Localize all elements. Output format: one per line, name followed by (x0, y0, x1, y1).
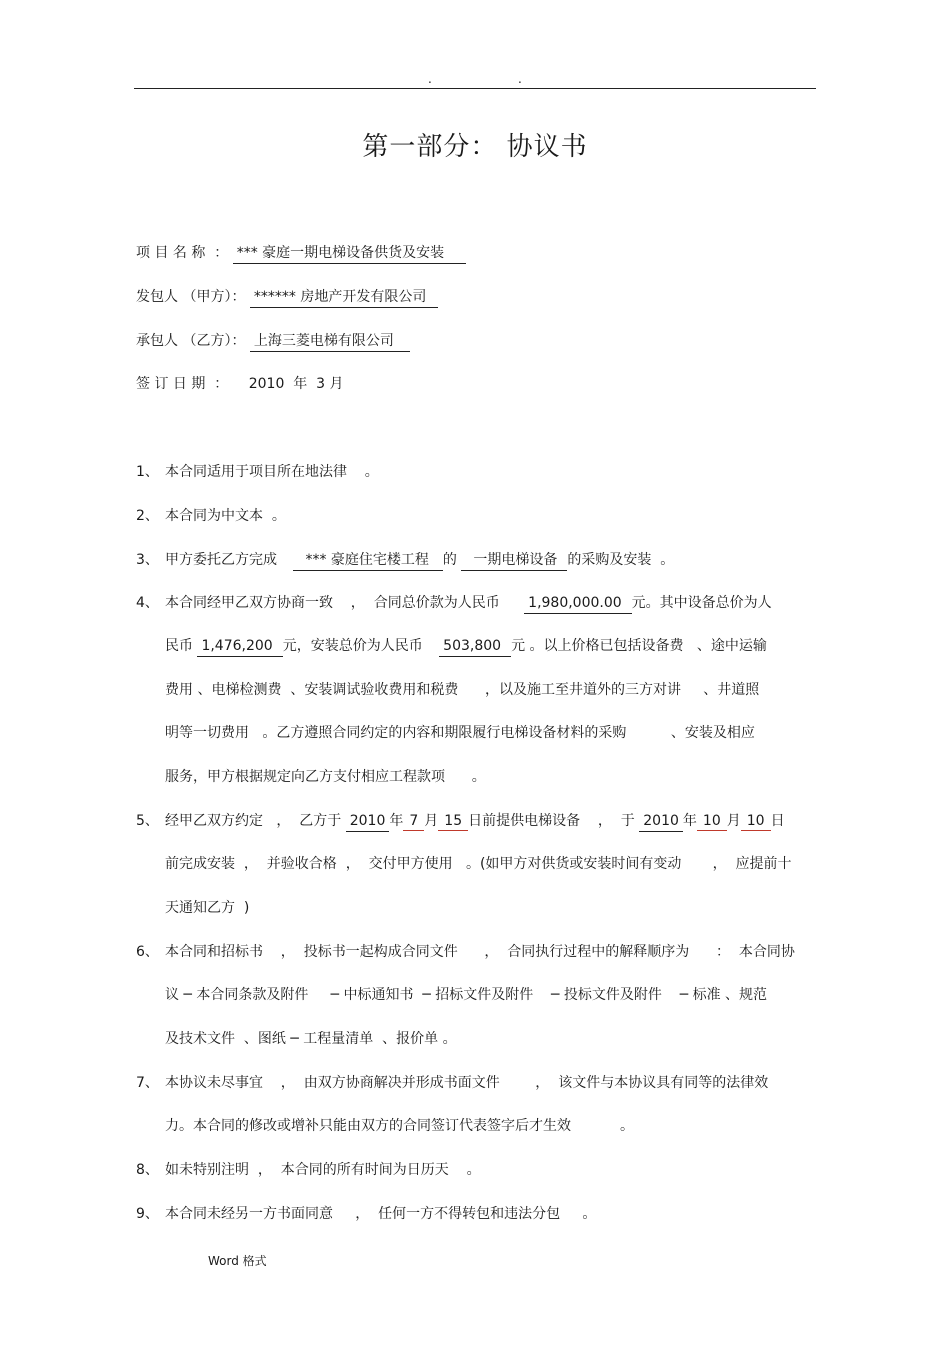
clause-text: 明等一切费用 。乙方遵照合同约定的内容和期限履行电梯设备材料的采购 、安装及相应 (165, 725, 755, 741)
install-month-value: 10 (697, 813, 727, 831)
party-a-value: ****** 房地产开发有限公司 (250, 289, 438, 308)
clause-text-segment: 本合同经甲乙双方协商一致 ， 合同总价款为人民币 (165, 595, 500, 611)
clause-text-segment: 甲方委托乙方完成 (165, 552, 277, 568)
clause-text (165, 635, 767, 657)
header-rule (134, 88, 816, 89)
header-dot: . (518, 72, 522, 86)
clause-text: 天通知乙方 ) (165, 900, 250, 916)
clause-text-segment: 月 (424, 813, 439, 829)
clause-text: 费用 、电梯检测费 、安装调试验收费用和税费 ，以及施工至井道外的三方对讲 、井道照 (165, 682, 760, 698)
project-name-label: 项 目 名 称 ： (136, 245, 229, 261)
supply-month-value: 7 (403, 813, 424, 831)
clause-text: 本合同未经另一方书面同意 ， 任何一方不得转包和违法分包 。 (165, 1206, 597, 1222)
clause-text (165, 810, 785, 832)
clause-text: 本合同适用于项目所在地法律 。 (165, 464, 379, 480)
clause-text: 前完成安装 ， 并验收合格 ， 交付甲方使用 。(如甲方对供货或安装时间有变动 ， 应提前十 (165, 856, 792, 872)
sign-date-value: 2010 年 3 月 (248, 376, 344, 392)
clause-number: 2、 (136, 508, 159, 524)
clause-text-segment: 的 (442, 552, 457, 568)
clause-text (165, 592, 772, 614)
clause-text: 及技术文件 、图纸 ─ 工程量清单 、报价单 。 (165, 1031, 457, 1047)
clause-text-segment: 民币 (165, 638, 193, 654)
clause-number: 8、 (136, 1162, 159, 1178)
party-b-value: 上海三菱电梯有限公司 (250, 333, 410, 352)
contract-total-value: 1,980,000.00 (524, 595, 632, 614)
page-title: 第一部分： 协议书 (362, 132, 588, 162)
clause-text (165, 549, 674, 571)
clause-text-segment: 元 。以上价格已包括设备费 、途中运输 (511, 638, 767, 654)
party-b-label: 承包人 （乙方）： (136, 333, 246, 349)
clause-text: 本合同和招标书 ， 投标书一起构成合同文件 ， 合同执行过程中的解释顺序为 ： 本合同协 (165, 944, 795, 960)
equipment-total-value: 1,476,200 (197, 638, 282, 657)
project-name-value: *** 豪庭一期电梯设备供货及安装 (233, 245, 466, 264)
clause-text-segment: 年 (682, 813, 697, 829)
clause-text: 如未特别注明 ， 本合同的所有时间为日历天 。 (165, 1162, 481, 1178)
supply-year-value: 2010 (346, 813, 390, 832)
party-b-row (136, 330, 410, 352)
clause-number: 3、 (136, 552, 159, 568)
clause-number: 1、 (136, 464, 159, 480)
clause-text-segment: 日前提供电梯设备 ， 于 (468, 813, 635, 829)
project-name-row (136, 242, 466, 264)
install-day-value: 10 (741, 813, 771, 831)
clause-text: 议 ─ 本合同条款及附件 ─ 中标通知书 ─ 招标文件及附件 ─ 投标文件及附件 ─ 标准 、规范 (165, 987, 768, 1003)
clause-text-segment: 年 (389, 813, 404, 829)
clause-number: 6、 (136, 944, 159, 960)
supply-day-value: 15 (438, 813, 468, 831)
sign-date-label: 签 订 日 期 ： (136, 376, 229, 392)
clause-text-segment: 月 (726, 813, 741, 829)
clause-text: 力。本合同的修改或增补只能由双方的合同签订代表签字后才生效 。 (165, 1118, 634, 1134)
footer-label: Word 格式 (208, 1254, 267, 1268)
clause-number: 4、 (136, 595, 159, 611)
clause-text-segment: 经甲乙双方约定 ， 乙方于 (165, 813, 342, 829)
clause-text: 本协议未尽事宜 ， 由双方协商解决并形成书面文件 ， 该文件与本协议具有同等的法律效 (165, 1075, 769, 1091)
party-a-row (136, 286, 438, 308)
installation-total-value: 503,800 (439, 638, 511, 657)
clause-number: 5、 (136, 813, 159, 829)
install-year-value: 2010 (639, 813, 683, 832)
clause-text-segment: 的采购及安装 。 (567, 552, 675, 568)
project-building-value: *** 豪庭住宅楼工程 (293, 552, 442, 571)
equipment-scope-value: 一期电梯设备 (461, 552, 567, 571)
clause-number: 9、 (136, 1206, 159, 1222)
clause-text-segment: 元。其中设备总价为人 (631, 595, 772, 611)
clause-text: 服务，甲方根据规定向乙方支付相应工程款项 。 (165, 769, 486, 785)
header-dot: . (428, 72, 432, 86)
clause-text-segment: 日 (770, 813, 785, 829)
sign-date-row (136, 373, 344, 393)
party-a-label: 发包人 （甲方）： (136, 289, 246, 305)
clause-text-segment: 元，安装总价为人民币 (282, 638, 423, 654)
clause-text: 本合同为中文本 。 (165, 508, 286, 524)
clause-number: 7、 (136, 1075, 159, 1091)
